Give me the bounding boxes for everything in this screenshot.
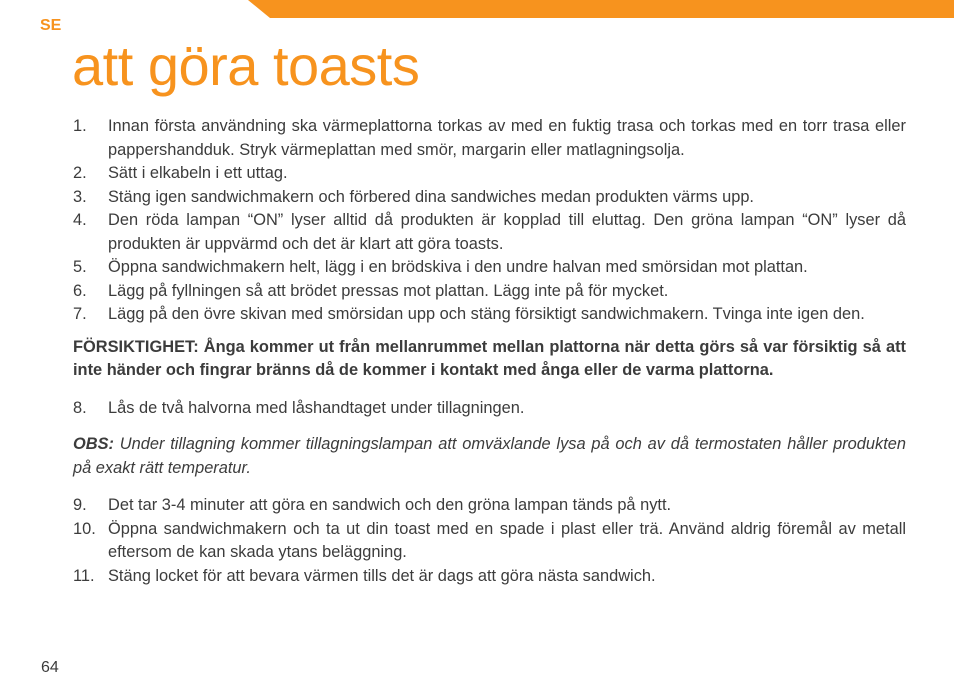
list-item bbox=[73, 256, 906, 280]
step-text: Stäng igen sandwichmakern och förbered dina sandwiches medan produkten värms upp. bbox=[108, 187, 754, 206]
list-item bbox=[73, 565, 906, 589]
step-text: Lägg på den övre skivan med smörsidan upp och stäng försiktigt sandwichmakern. Tvinga inte igen den. bbox=[108, 305, 865, 323]
step-text: Det tar 3-4 minuter att göra en sandwich och den gröna lampan tänds på nytt. bbox=[108, 496, 672, 514]
step-number: 5. bbox=[73, 258, 87, 276]
list-item bbox=[73, 115, 906, 162]
step-text: Öppna sandwichmakern och ta ut din toast med en spade i plast eller trä. Använd aldrig föremål av metall eftersom de kan skada ytans beläggning. bbox=[108, 519, 906, 561]
list-item bbox=[73, 518, 906, 565]
page-number: 64 bbox=[41, 659, 59, 676]
step-text: Öppna sandwichmakern helt, lägg i en brödskiva i den undre halvan med smörsidan mot plattan. bbox=[108, 258, 808, 276]
step-number: 6. bbox=[73, 281, 87, 300]
page-title: att göra toasts bbox=[72, 34, 420, 97]
list-item bbox=[73, 162, 906, 186]
caution-note: FÖRSIKTIGHET: Ånga kommer ut från mellanrummet mellan plattorna när detta görs så var försiktig så att inte händer och fingrar bränns då de kommer i kontakt med ånga eller de varma plattorna. bbox=[73, 337, 906, 379]
step-text: Lås de två halvorna med låshandtaget under tillagningen. bbox=[108, 398, 525, 417]
list-item bbox=[73, 494, 906, 518]
step-number: 7. bbox=[73, 305, 87, 323]
list-item bbox=[73, 303, 906, 327]
step-number: 3. bbox=[73, 187, 87, 206]
list-item bbox=[73, 280, 906, 304]
step-number: 1. bbox=[73, 117, 87, 135]
list-item bbox=[73, 397, 906, 421]
step-number: 11. bbox=[73, 566, 95, 585]
step-text: Stäng locket för att bevara värmen tills det är dags att göra nästa sandwich. bbox=[108, 566, 656, 585]
language-code: SE bbox=[40, 17, 62, 34]
obs-text: Under tillagning kommer tillagningslampan att omväxlande lysa på och av då termostaten håller produkten på exakt rätt temperatur. bbox=[73, 435, 906, 477]
obs-note bbox=[73, 433, 906, 480]
step-number: 10. bbox=[73, 519, 96, 538]
steps-list-b bbox=[73, 494, 906, 588]
list-item bbox=[73, 186, 906, 210]
step-text: Innan första användning ska värmeplattorna torkas av med en fuktig trasa och torkas med en torr trasa eller pappershandduk. Stryk värmeplattan med smör, margarin eller matlagningsolja. bbox=[108, 117, 906, 159]
obs-label: OBS: bbox=[73, 435, 114, 453]
step-number: 4. bbox=[73, 211, 87, 229]
step-text: Lägg på fyllningen så att brödet pressas mot plattan. Lägg inte på för mycket. bbox=[108, 281, 669, 300]
instructions-body bbox=[73, 115, 906, 588]
step-number: 2. bbox=[73, 164, 87, 182]
steps-list-a bbox=[73, 115, 906, 327]
step-text: Den röda lampan “ON” lyser alltid då produkten är kopplad till eluttag. Den gröna lampan “ON” lyser då produkten är uppvärmd och det är klart att göra toasts. bbox=[108, 211, 906, 253]
header-accent-band bbox=[248, 0, 954, 18]
list-item bbox=[73, 209, 906, 256]
step-number: 9. bbox=[73, 496, 87, 514]
step-number: 8. bbox=[73, 398, 87, 417]
step-text: Sätt i elkabeln i ett uttag. bbox=[108, 164, 288, 182]
steps-list-8 bbox=[73, 397, 906, 421]
